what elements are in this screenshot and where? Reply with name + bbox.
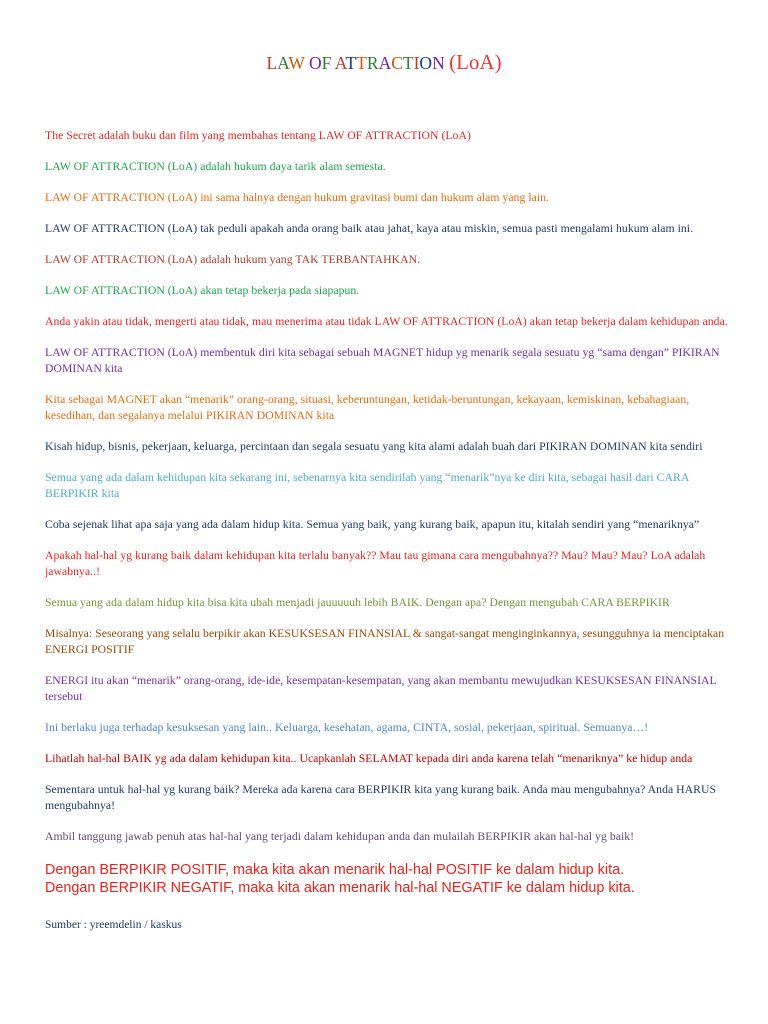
- paragraph: LAW OF ATTRACTION (LoA) adalah hukum yang TAK TERBANTAHKAN.: [45, 253, 421, 266]
- paragraph-gap: [45, 814, 735, 829]
- title-letter: T: [345, 53, 357, 73]
- title-text: [266, 53, 449, 73]
- title-letter: A: [277, 53, 289, 73]
- closing-statement: [45, 861, 735, 897]
- paragraph-gap: [45, 658, 735, 673]
- paragraph: ENERGI itu akan “menarik” orang-orang, ide-ide, kesempatan-kesempatan, yang akan membantu mewujudkan KESUKSESAN FINANSIAL tersebut: [45, 674, 717, 703]
- closing-line: Dengan BERPIKIR NEGATIF, maka kita akan menarik hal-hal NEGATIF ke dalam hidup kita.: [45, 880, 635, 896]
- paragraph: The Secret adalah buku dan film yang membahas tentang LAW OF ATTRACTION (LoA): [45, 129, 471, 142]
- paragraph: Misalnya: Seseorang yang selalu berpikir akan KESUKSESAN FINANSIAL & sangat-sangat menginginkannya, sesungguhnya ia menciptakan ENERGI POSITIF: [45, 627, 725, 656]
- title-letter: I: [413, 53, 420, 73]
- paragraph: Anda yakin atau tidak, mengerti atau tidak, mau menerima atau tidak LAW OF ATTRACTION (LoA) akan tetap bekerja dalam kehidupan anda.: [45, 315, 728, 328]
- title-letter: T: [356, 53, 367, 73]
- paragraph-gap: [45, 206, 735, 221]
- title-letter: O: [308, 53, 322, 73]
- title-letter: O: [419, 53, 433, 73]
- title-letter: L: [266, 53, 278, 73]
- document-body: [45, 128, 735, 931]
- paragraph: LAW OF ATTRACTION (LoA) akan tetap bekerja pada siapapun.: [45, 284, 360, 297]
- paragraph-gap: [45, 580, 735, 595]
- paragraph: Lihatlah hal-hal BAIK yg ada dalam kehidupan kita.. Ucapkanlah SELAMAT kepada diri anda karena telah “menariknya” ke hidup anda: [45, 752, 693, 765]
- paragraph: Semua yang ada dalam kehidupan kita sekarang ini, sebenarnya kita sendirilah yang “menarik”nya ke diri kita, sebagai hasil dari CARA BERPIKIR kita: [45, 471, 689, 500]
- paragraph: LAW OF ATTRACTION (LoA) membentuk diri kita sebagai sebuah MAGNET hidup yg menarik segala sesuatu yg “sama dengan” PIKIRAN DOMINAN kita: [45, 346, 720, 375]
- title-letter: F: [321, 53, 332, 73]
- paragraph-gap: [45, 705, 735, 720]
- paragraph: Apakah hal-hal yg kurang baik dalam kehidupan kita terlalu banyak?? Mau tau gimana cara mengubahnya?? Mau? Mau? Mau? LoA adalah jawabnya..!: [45, 549, 706, 578]
- paragraph-gap: [45, 736, 735, 751]
- paragraph-gap: [45, 175, 735, 190]
- paragraph: Kita sebagai MAGNET akan “menarik” orang-orang, situasi, keberuntungan, ketidak-beruntungan, kekayaan, kemiskinan, kebahagiaan, kesedihan, dan segalanya melalui PIKIRAN DOMINAN kita: [45, 393, 690, 422]
- paragraph: Semua yang ada dalam hidup kita bisa kita ubah menjadi jauuuuuh lebih BAIK. Dengan apa? Dengan mengubah CARA BERPIKIR: [45, 596, 670, 609]
- source-credit: Sumber : yreemdelin / kaskus: [45, 919, 182, 931]
- paragraph-gap: [45, 268, 735, 283]
- title-letter: A: [334, 53, 346, 73]
- title-letter: A: [378, 53, 392, 73]
- paragraph: LAW OF ATTRACTION (LoA) ini sama halnya dengan hukum gravitasi bumi dan hukum alam yang lain.: [45, 191, 550, 204]
- paragraph: Coba sejenak lihat apa saja yang ada dalam hidup kita. Semua yang baik, yang kurang baik, apapun itu, kitalah sendiri yang “menariknya”: [45, 518, 700, 531]
- paragraph-gap: [45, 767, 735, 782]
- title-letter: R: [366, 53, 379, 73]
- title-letter: C: [391, 53, 403, 73]
- closing-line: Dengan BERPIKIR POSITIF, maka kita akan menarik hal-hal POSITIF ke dalam hidup kita.: [45, 862, 625, 878]
- title-suffix: (LoA): [449, 50, 502, 74]
- paragraph: LAW OF ATTRACTION (LoA) tak peduli apakah anda orang baik atau jahat, kaya atau miskin, semua pasti mengalami hukum alam ini.: [45, 222, 694, 235]
- paragraph-gap: [45, 144, 735, 159]
- paragraph: Sementara untuk hal-hal yg kurang baik? Mereka ada karena cara BERPIKIR kita yang kurang baik. Anda mau mengubahnya? Anda HARUS mengubahnya!: [45, 783, 717, 812]
- title-letter: W: [288, 53, 305, 73]
- document-title: [0, 50, 768, 75]
- paragraph: Kisah hidup, bisnis, pekerjaan, keluarga, percintaan dan segala sesuatu yang kita alami adalah buah dari PIKIRAN DOMINAN kita sendiri: [45, 440, 703, 453]
- paragraph-gap: [45, 237, 735, 252]
- paragraph-gap: [45, 502, 735, 517]
- paragraph-gap: [45, 611, 735, 626]
- paragraph: LAW OF ATTRACTION (LoA) adalah hukum daya tarik alam semesta.: [45, 160, 386, 173]
- paragraph: Ini berlaku juga terhadap kesuksesan yang lain.. Keluarga, kesehatan, agama, CINTA, sosial, pekerjaan, spiritual. Semuanya…!: [45, 721, 649, 734]
- title-letter: N: [432, 53, 445, 73]
- title-letter: T: [402, 53, 414, 73]
- paragraph: Ambil tanggung jawab penuh atas hal-hal yang terjadi dalam kehidupan anda dan mulailah BERPIKIR akan hal-hal yg baik!: [45, 830, 635, 843]
- paragraph-gap: [45, 377, 735, 392]
- paragraph-gap: [45, 533, 735, 548]
- paragraph-gap: [45, 424, 735, 439]
- paragraph-gap: [45, 330, 735, 345]
- paragraph-gap: [45, 299, 735, 314]
- paragraph-gap: [45, 455, 735, 470]
